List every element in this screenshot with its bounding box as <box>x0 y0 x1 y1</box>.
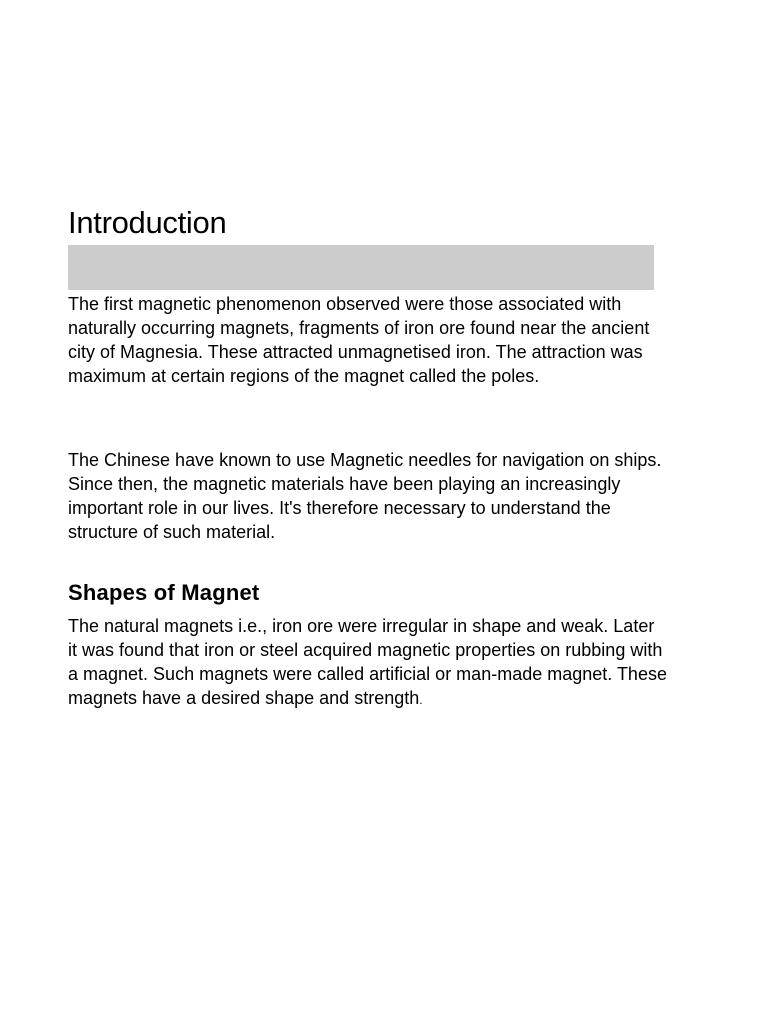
shapes-paragraph <box>68 614 668 712</box>
gray-separator-bar <box>68 245 654 290</box>
shapes-paragraph-text: The natural magnets i.e., iron ore were irregular in shape and weak. Later it was found that iron or steel acquired magnetic properties on rubbing with a magnet. Such magnets were called artificial or man-made magnet. These magnets have a desired shape and strength <box>68 616 667 708</box>
shapes-paragraph-end-period: . <box>419 693 423 707</box>
shapes-of-magnet-heading: Shapes of Magnet <box>68 580 260 605</box>
introduction-paragraph-1: The first magnetic phenomenon observed were those associated with naturally occurring magnets, fragments of iron ore found near the ancient city of Magnesia. These attracted unmagnetised iron. The attraction was maximum at certain regions of the magnet called the poles. <box>68 294 650 386</box>
introduction-heading: Introduction <box>68 205 227 240</box>
introduction-paragraph-2: The Chinese have known to use Magnetic needles for navigation on ships. Since then, the magnetic materials have been playing an increasingly important role in our lives. It's therefore necessary to understand the structure of such material. <box>68 450 662 542</box>
